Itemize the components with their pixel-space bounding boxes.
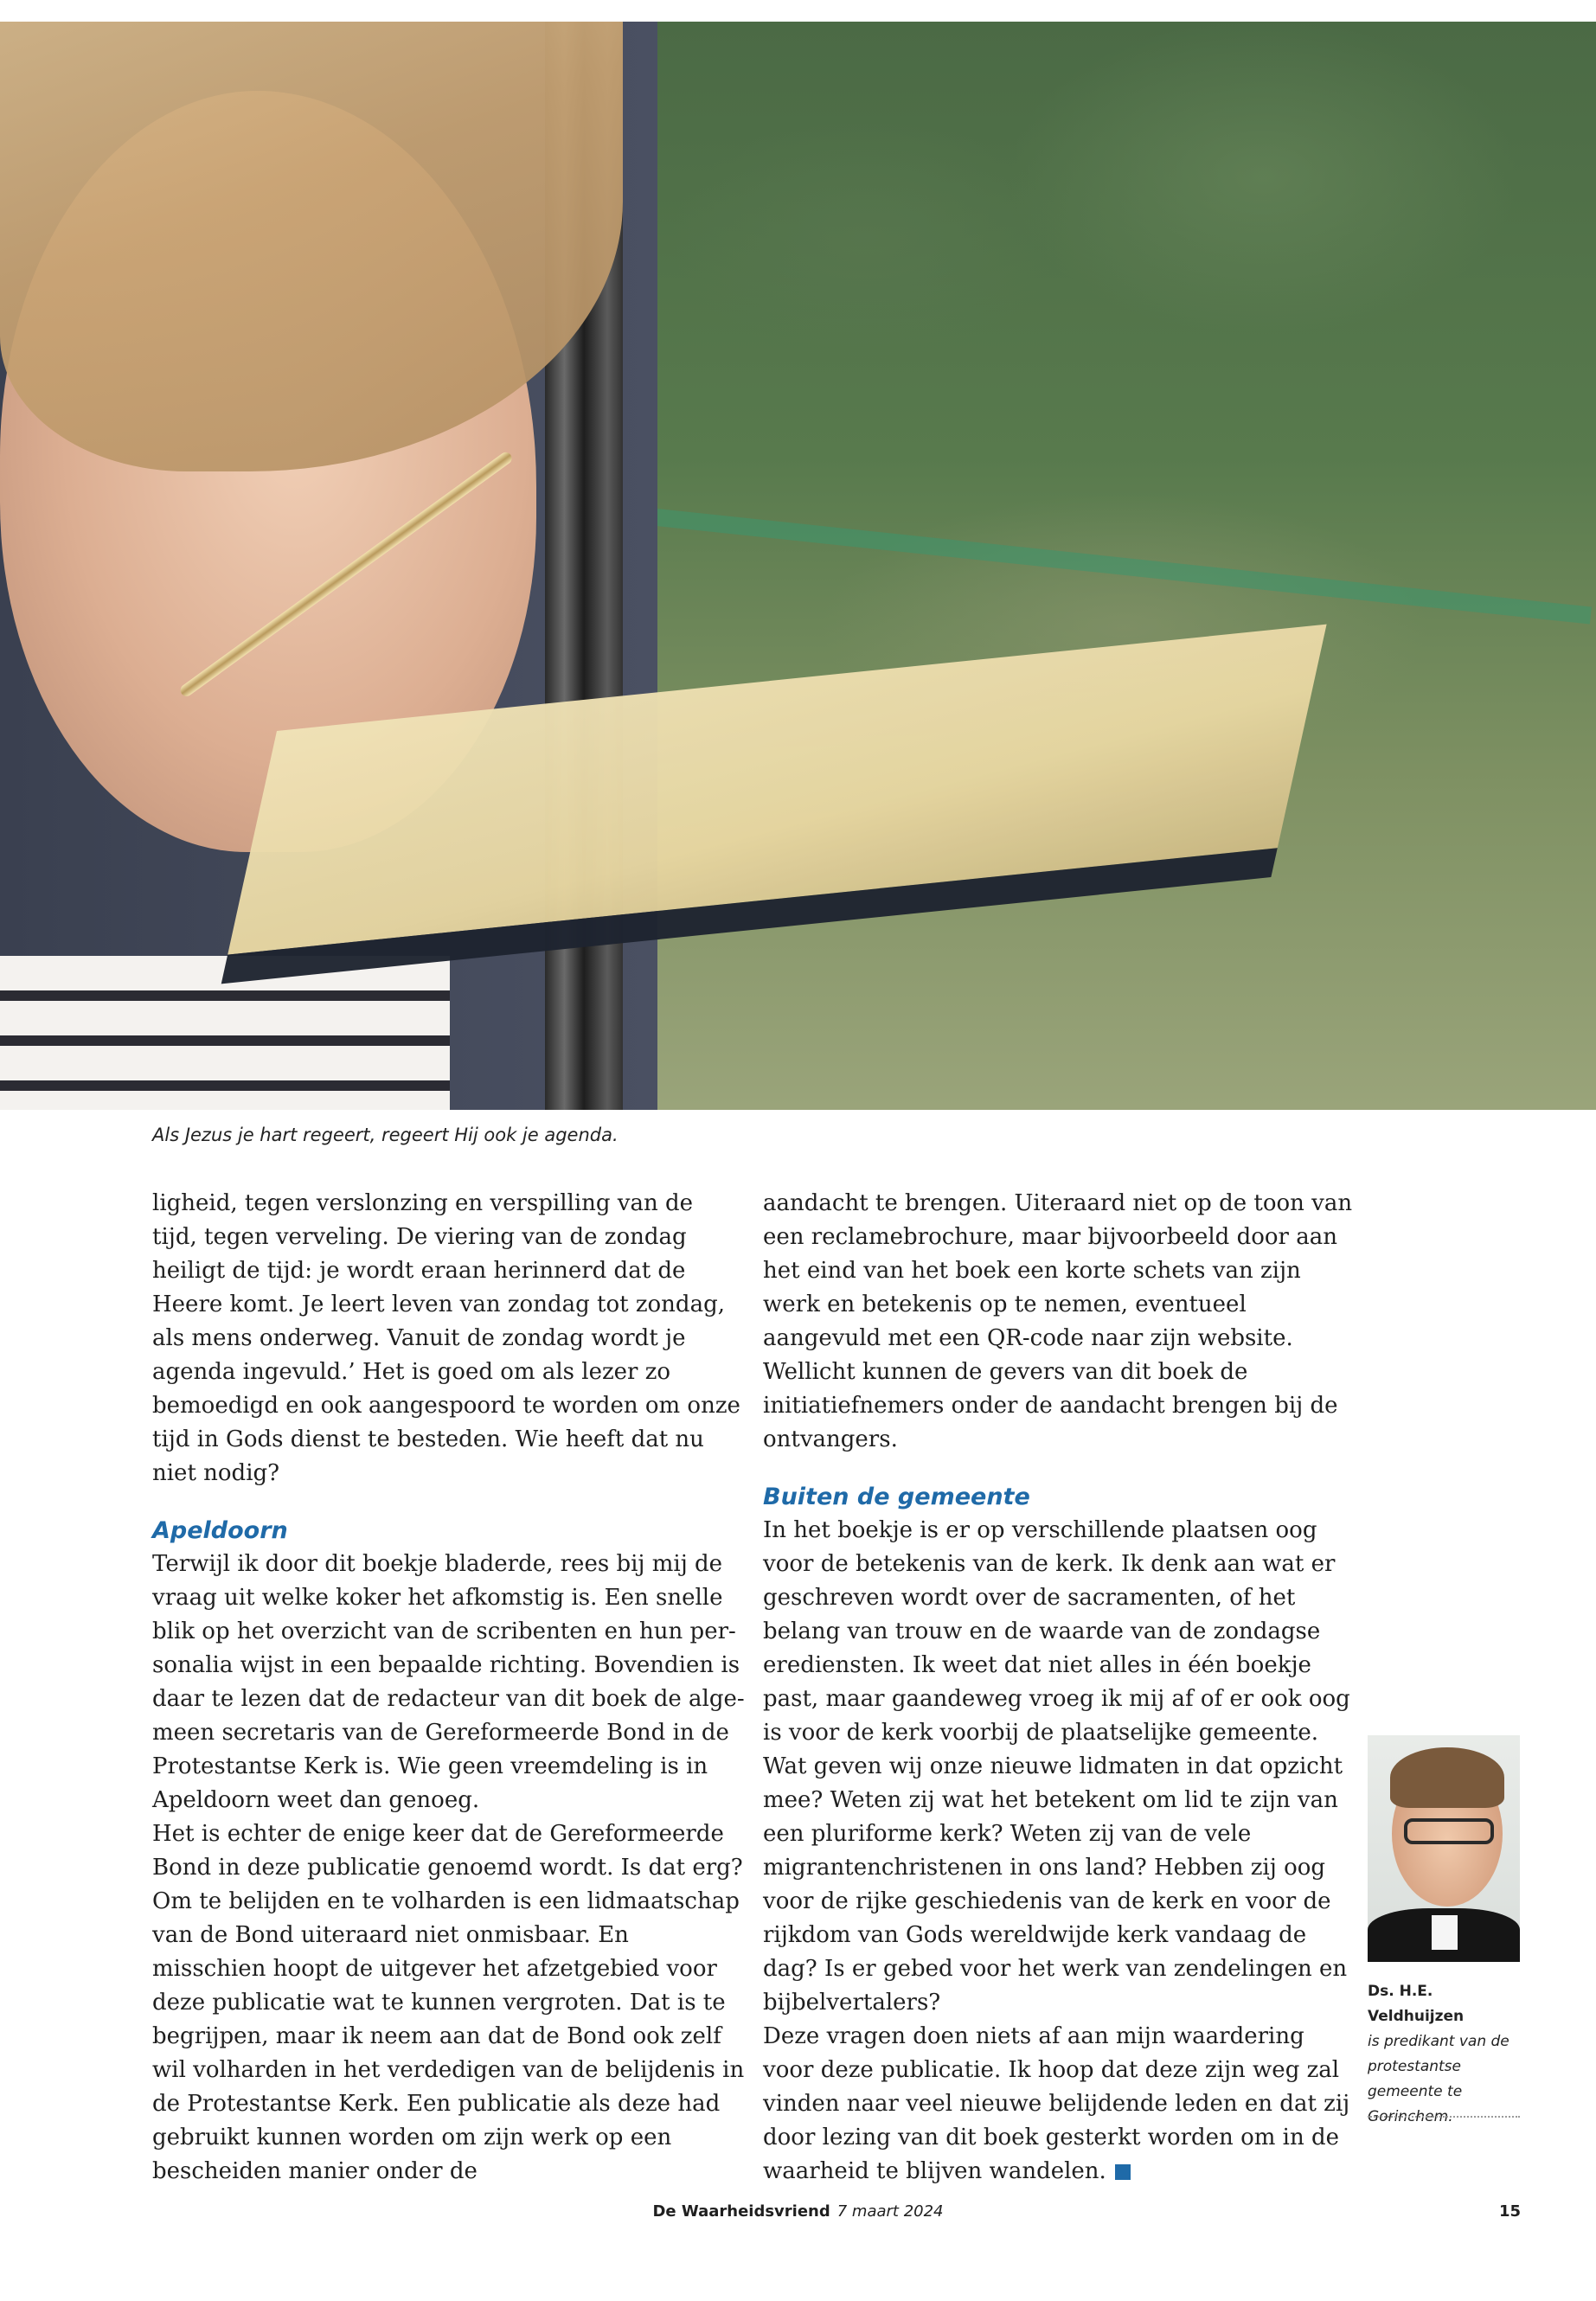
subheading-apeldoorn: Apeldoorn [152, 1517, 288, 1544]
subheading-buiten-de-gemeente: Buiten de gemeente [763, 1484, 1030, 1510]
left-paragraph-2: Terwijl ik door dit boekje bladerde, rees bij mij de vraag uit welke koker het afkomstig is. Een snelle blik op het overzicht van de scribenten en hun personalia wijst in een bepaalde richting. Bovendien is daar te lezen dat de redacteur van dit boek de algemeen secretaris van de Gereformeerde Bond in de Protestantse Kerk is. Wie geen vreemdeling is in Apeldoorn weet dan genoeg. [152, 1551, 745, 1813]
footer-publication [0, 2202, 1596, 2221]
right-paragraph-3-text: Deze vragen doen niets af aan mijn waardering voor deze publicatie. Ik hoop dat deze zijn weg zal vinden naar veel nieuwe belijdende leden en dat zij door lezing van dit boek gesterkt worden om in de waarheid te blijven wandelen. [763, 2023, 1350, 2184]
left-paragraph-1: ligheid, tegen verslonzing en verspilling van de tijd, tegen verveling. De viering van de zondag heiligt de tijd: je wordt eraan herinnerd dat de Heere komt. Je leert leven van zondag tot zondag, als mens onderweg. Vanuit de zondag wordt je agenda ingevuld.’ Het is goed om als lezer zo bemoedigd en ook aangespoord te worden om onze tijd in Gods dienst te besteden. Wie heeft dat nu niet nodig? [152, 1190, 740, 1486]
publication-date: 7 maart 2024 [836, 2202, 944, 2221]
author-divider [1368, 2116, 1520, 2118]
author-name: Ds. H.E. Veldhuijzen [1368, 1983, 1465, 2025]
author-byline [1368, 1979, 1523, 2130]
right-column [763, 1187, 1356, 2189]
left-column [152, 1187, 745, 2189]
right-paragraph-1: aandacht te brengen. Uiteraard niet op de toon van een reclamebrochure, maar bijvoorbeeld door aan het eind van het boek een korte schets van zijn werk en betekenis op te nemen, eventueel aangevuld met een QR-code naar zijn website. Wellicht kunnen de gevers van dit boek de initiatiefnemers onder de aandacht brengen bij de ontvangers. [763, 1190, 1353, 1452]
author-hair [1390, 1747, 1504, 1808]
article-end-mark [1115, 2164, 1131, 2180]
publication-title: De Waarheidsvriend [652, 2202, 830, 2221]
left-paragraph-3: Het is echter de enige keer dat de Gereformeerde Bond in deze publicatie genoemd wordt. Is dat erg? Om te belijden en te volharden is een lidmaatschap van de Bond uiteraard niet onmisbaar. En misschien hoopt de uitgever het afzetgebied voor deze publicatie wat te kunnen vergroten. Dat is te begrijpen, maar ik neem aan dat de Bond ook zelf wil volharden in het verdedigen van de belijdenis in de Protestantse Kerk. Een publicatie als deze had gebruikt kunnen worden om zijn werk op een bescheiden manier onder de [152, 1821, 745, 2184]
author-photo [1368, 1735, 1520, 1962]
right-paragraph-3 [763, 2020, 1356, 2189]
right-paragraph-2: In het boekje is er op verschillende plaatsen oog voor de betekenis van de kerk. Ik denk aan wat er geschreven wordt over de sacramenten, of het belang van trouw en de waarde van de zondagse erediensten. Ik weet dat niet alles in één boekje past, maar gaandeweg vroeg ik mij af of er ook oog is voor de kerk voorbij de plaatselijke gemeente. Wat geven wij onze nieuwe lidmaten in dat opzicht mee? Weten zij wat het betekent om lid te zijn van een pluriforme kerk? Weten zij van de vele migrantenchristenen in ons land? Hebben zij oog voor de rijke geschiedenis van de kerk en voor de rijkdom van Gods wereldwijde kerk vandaag de dag? Is er gebed voor het werk van zendelingen en bijbelvertalers? [763, 1517, 1350, 2016]
hero-photo [0, 22, 1596, 1110]
page-number: 15 [1498, 2202, 1521, 2221]
author-collar [1432, 1915, 1458, 1950]
author-glasses [1404, 1818, 1494, 1844]
author-role: is predikant van de protestantse gemeente te Gorinchem. [1368, 2033, 1509, 2125]
photo-caption: Als Jezus je hart regeert, regeert Hij ook je agenda. [152, 1125, 619, 1145]
